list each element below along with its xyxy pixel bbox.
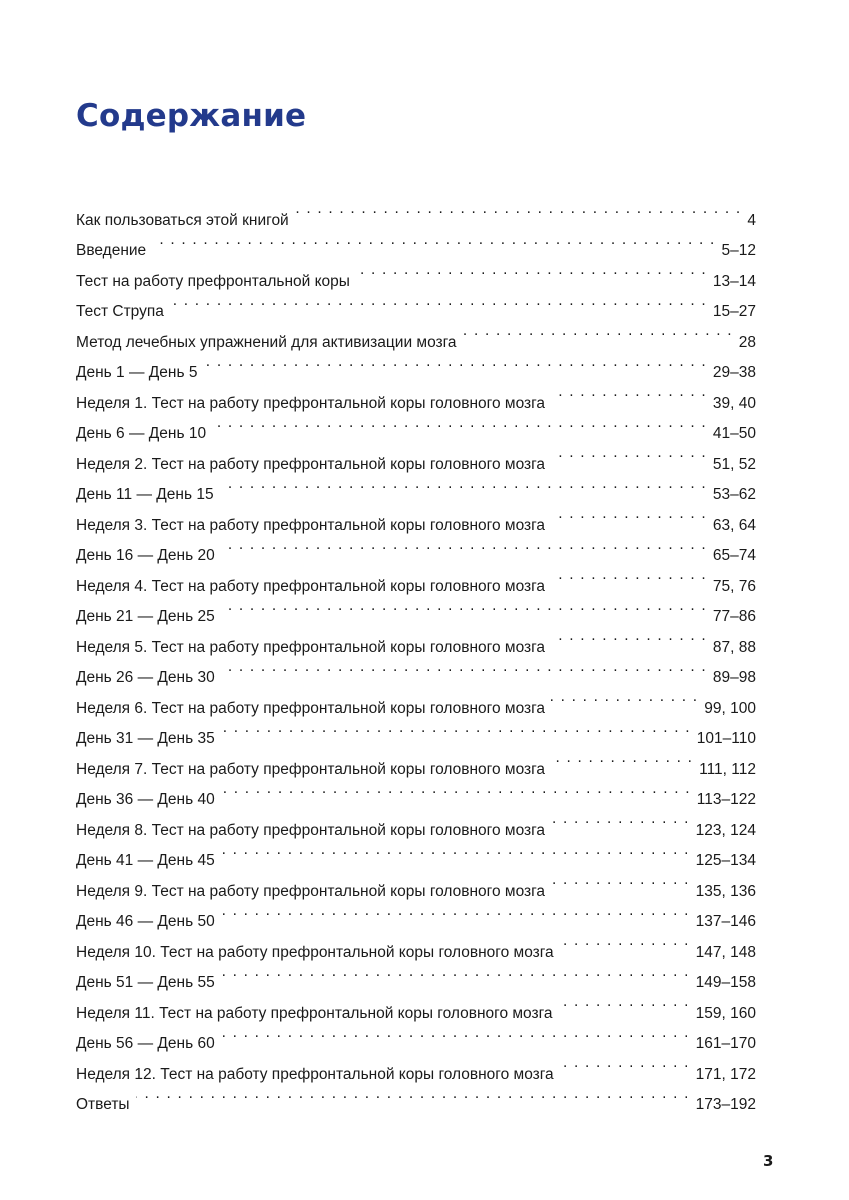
toc-entry[interactable] (76, 255, 756, 290)
dot-leader (356, 255, 707, 286)
toc-entry-title: День 26 — День 30 (76, 669, 215, 686)
dot-leader (560, 1048, 690, 1079)
dot-leader (551, 743, 693, 774)
toc-entry-title: Неделя 11. Тест на работу префронтальной коры головного мозга (76, 1004, 553, 1022)
toc-entry-page: 147, 148 (695, 943, 756, 961)
toc-entry[interactable] (76, 1079, 756, 1113)
table-of-contents (76, 194, 756, 1113)
page-number: 3 (763, 1152, 774, 1170)
toc-entry-page: 101–110 (696, 730, 756, 747)
dot-leader (221, 896, 690, 927)
toc-entry-title: День 36 — День 40 (76, 791, 215, 808)
toc-entry-page: 39, 40 (712, 394, 756, 412)
dot-leader (551, 560, 707, 591)
toc-entry-title: Неделя 5. Тест на работу префронтальной коры головного мозга (76, 638, 546, 656)
toc-entry-title: Неделя 2. Тест на работу префронтальной коры головного мозга (76, 455, 546, 473)
toc-entry-title: День 46 — День 50 (76, 913, 215, 930)
dot-leader (221, 957, 690, 988)
toc-entry-page: 125–134 (695, 852, 756, 869)
dot-leader (551, 865, 690, 896)
toc-entry-title: День 41 — День 45 (76, 852, 215, 869)
toc-entry-page: 41–50 (712, 425, 756, 442)
toc-entry-page: 53–62 (712, 486, 756, 503)
toc-entry-title: Введение (76, 242, 147, 259)
toc-entry-title: День 56 — День 60 (76, 1035, 215, 1052)
toc-entry-page: 51, 52 (712, 455, 756, 473)
dot-leader (221, 652, 707, 683)
dot-leader (221, 1018, 690, 1049)
dot-leader (551, 804, 690, 835)
toc-entry-page: 87, 88 (712, 638, 756, 656)
dot-leader (221, 774, 691, 805)
dot-leader (220, 469, 707, 500)
toc-entry-title: Неделя 12. Тест на работу префронтальной коры головного мозга (76, 1065, 554, 1083)
toc-entry[interactable] (76, 194, 756, 229)
toc-entry-title: Неделя 7. Тест на работу префронтальной коры головного мозга (76, 760, 546, 778)
toc-entry-title: День 31 — День 35 (76, 730, 215, 747)
dot-leader (551, 621, 707, 652)
dot-leader (221, 835, 690, 866)
dot-leader (221, 530, 707, 561)
toc-entry-title: Неделя 4. Тест на работу префронтальной коры головного мозга (76, 577, 546, 595)
toc-entry-page: 159, 160 (695, 1004, 756, 1022)
dot-leader (463, 316, 733, 347)
toc-entry-title: Метод лечебных упражнений для активизации мозга (76, 333, 457, 351)
dot-leader (560, 926, 690, 957)
dot-leader (551, 377, 707, 408)
dot-leader (551, 499, 707, 530)
toc-entry-page: 63, 64 (712, 516, 756, 534)
toc-entry-page: 65–74 (712, 547, 756, 564)
toc-entry-page: 123, 124 (695, 821, 756, 839)
toc-entry-title: Тест Струпа (76, 303, 164, 320)
toc-entry-title: День 51 — День 55 (76, 974, 215, 991)
toc-entry-title: Тест на работу префронтальной коры (76, 272, 350, 290)
toc-entry-page: 13–14 (712, 272, 756, 290)
dot-leader (551, 682, 698, 713)
dot-leader (221, 713, 691, 744)
toc-entry-page: 5–12 (721, 242, 756, 259)
toc-entry[interactable] (76, 225, 756, 259)
toc-entry-page: 89–98 (712, 669, 756, 686)
dot-leader (212, 408, 707, 439)
dot-leader (170, 286, 707, 317)
page-title: Содержание (76, 98, 307, 134)
toc-entry[interactable] (76, 286, 756, 320)
toc-entry-page: 77–86 (712, 608, 756, 625)
toc-entry-title: Неделя 1. Тест на работу префронтальной коры головного мозга (76, 394, 546, 412)
dot-leader (152, 225, 715, 256)
toc-entry-page: 173–192 (695, 1096, 756, 1113)
dot-leader (221, 591, 707, 622)
toc-entry-page: 135, 136 (695, 882, 756, 900)
toc-entry-page: 29–38 (712, 364, 756, 381)
toc-entry-title: День 21 — День 25 (76, 608, 215, 625)
toc-entry-title: Неделя 9. Тест на работу префронтальной коры головного мозга (76, 882, 546, 900)
toc-entry-page: 28 (738, 333, 756, 351)
toc-entry-title: Неделя 6. Тест на работу префронтальной коры головного мозга (76, 699, 546, 717)
dot-leader (136, 1079, 690, 1110)
toc-entry-title: Ответы (76, 1096, 130, 1113)
toc-entry-page: 15–27 (712, 303, 756, 320)
toc-entry-title: День 11 — День 15 (76, 486, 214, 503)
dot-leader (203, 347, 706, 378)
toc-entry-page: 161–170 (695, 1035, 756, 1052)
dot-leader (559, 987, 690, 1018)
toc-entry-page: 113–122 (696, 791, 756, 808)
toc-entry-page: 111, 112 (699, 760, 756, 778)
toc-entry-title: Неделя 10. Тест на работу префронтальной коры головного мозга (76, 943, 554, 961)
toc-entry-title: День 16 — День 20 (76, 547, 215, 564)
toc-entry-page: 171, 172 (695, 1065, 756, 1083)
toc-entry-title: День 1 — День 5 (76, 364, 198, 381)
toc-entry-title: День 6 — День 10 (76, 425, 207, 442)
toc-entry-title: Неделя 3. Тест на работу префронтальной коры головного мозга (76, 516, 546, 534)
toc-entry-page: 149–158 (695, 974, 756, 991)
toc-entry-page: 99, 100 (704, 699, 756, 717)
toc-entry-title: Как пользоваться этой книгой (76, 211, 289, 229)
toc-entry[interactable] (76, 316, 756, 351)
toc-entry-title: Неделя 8. Тест на работу префронтальной коры головного мозга (76, 821, 546, 839)
dot-leader (551, 438, 707, 469)
toc-entry-page: 137–146 (695, 913, 756, 930)
toc-entry-page: 75, 76 (712, 577, 756, 595)
toc-entry-page: 4 (747, 211, 756, 229)
dot-leader (295, 194, 742, 225)
